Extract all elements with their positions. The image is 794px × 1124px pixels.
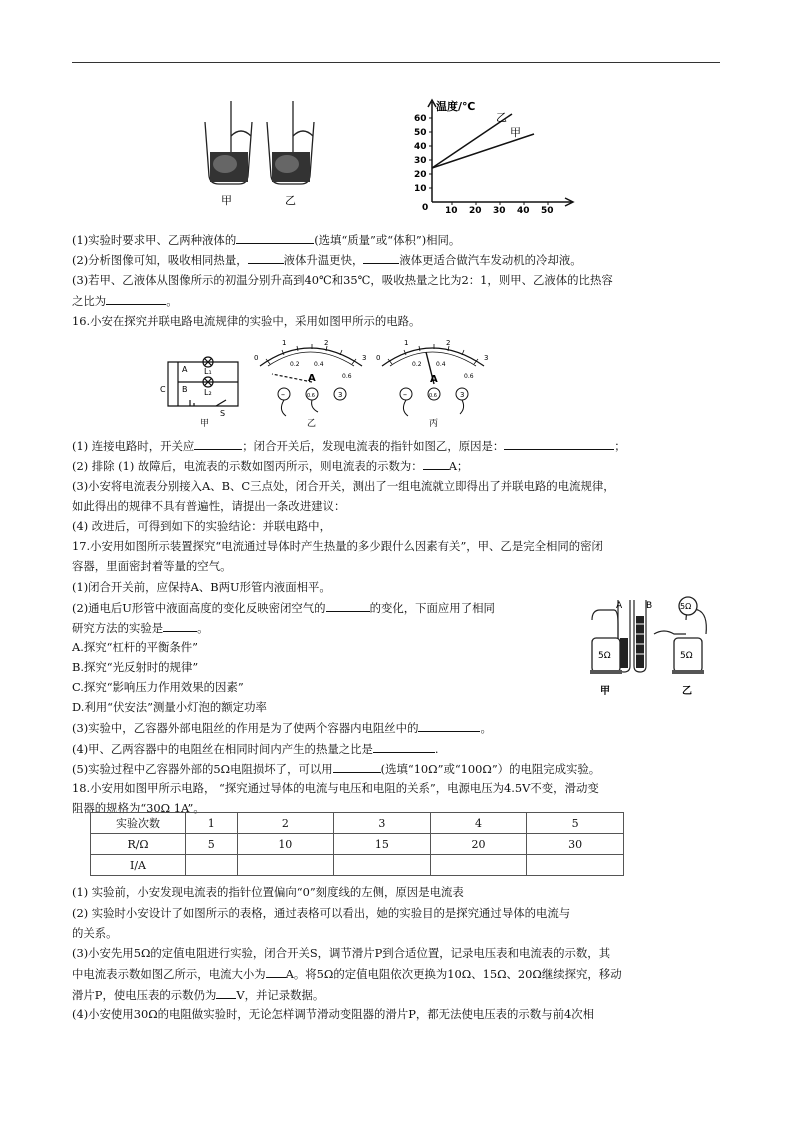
circuit-label-C: C [160, 385, 166, 394]
series-label-jia: 甲 [510, 126, 521, 139]
table-cell-empty[interactable] [186, 855, 238, 876]
q18-intro-cont: 阻器的规格为“30Ω 1A”。 [72, 801, 205, 815]
terminal-label: – [403, 390, 407, 399]
table-cell: 3 [334, 813, 431, 834]
circuit-label-A: A [182, 365, 188, 374]
utube-label-B: B [646, 601, 653, 611]
meter-scale: 0.4 [436, 361, 446, 368]
q17-option-b: B.探究“光反射时的规律” [72, 660, 199, 674]
meter-scale: 0.6 [342, 373, 352, 380]
ammeter-caption-yi: 乙 [307, 419, 317, 428]
container-label-jia: 甲 [600, 686, 610, 697]
table-cell: 5 [186, 834, 238, 855]
q17-part2-cont: 研究方法的实验是 。 [72, 621, 209, 635]
q15-part1: (1)实验时要求甲、乙两种液体的 (选填“质量”或“体积”)相同。 [72, 233, 461, 247]
table-cell: 30 [527, 834, 624, 855]
table-cell: 20 [430, 834, 527, 855]
circuit-label-S: S [220, 409, 226, 418]
q15-part3-cont: 之比为 。 [72, 294, 178, 308]
q18-part1: (1) 实验前，小安发现电流表的指针位置偏向“0”刻度线的左侧，原因是电流表 [72, 885, 464, 899]
q17-option-a: A.探究“杠杆的平衡条件” [72, 640, 199, 654]
graph-ytick: 60 [414, 114, 427, 124]
terminal-label: 3 [460, 391, 465, 399]
resistor-label-left: 5Ω [598, 651, 611, 661]
q16-intro: 16.小安在探究并联电路电流规律的实验中，采用如图甲所示的电路。 [72, 314, 421, 328]
answer-blank[interactable] [504, 438, 614, 450]
circuit-label-L1: L₁ [204, 367, 212, 376]
ammeter-figure-bing [374, 336, 494, 428]
table-row [91, 855, 624, 876]
meter-scale: 3 [484, 354, 489, 362]
ammeter-letter-A: A [308, 373, 316, 384]
q16-part1: (1) 连接电路时，开关应 ；闭合开关后，发现电流表的指针如图乙，原因是： ； [72, 439, 626, 453]
table-cell: 2 [237, 813, 334, 834]
q17-option-d: D.利用“伏安法”测量小灯泡的额定功率 [72, 700, 267, 714]
answer-blank[interactable] [418, 720, 480, 732]
meter-scale: 1 [282, 339, 287, 347]
table-header-cell: 实验次数 [91, 813, 186, 834]
answer-blank[interactable] [333, 761, 381, 773]
q16-part4: (4) 改进后，可得到如下的实验结论：并联电路中， [72, 519, 331, 533]
table-cell-empty[interactable] [527, 855, 624, 876]
q17-part1: (1)闭合开关前，应保持A、B两U形管内液面相平。 [72, 580, 331, 594]
terminal-label: 0.6 [429, 393, 437, 399]
table-row [91, 834, 624, 855]
meter-scale: 0 [376, 354, 381, 362]
answer-blank[interactable] [373, 741, 435, 753]
table-cell-empty[interactable] [237, 855, 334, 876]
q18-part2-cont: 的关系。 [72, 926, 118, 940]
circuit-caption-jia: 甲 [200, 419, 210, 429]
table-cell-empty[interactable] [334, 855, 431, 876]
table-header-cell: I/A [91, 855, 186, 876]
q18-part4: (4)小安使用30Ω的电阻做实验时，无论怎样调节滑动变阻器的滑片P，都无法使电压表的示数与前4次相 [72, 1007, 595, 1021]
graph-ylabel: 温度/℃ [436, 100, 476, 113]
meter-scale: 0.2 [412, 361, 422, 368]
resistor-label-right: 5Ω [680, 651, 693, 661]
graph-xtick: 50 [541, 206, 554, 214]
q16-part3: (3)小安将电流表分别接入A、B、C三点处，闭合开关，测出了一组电流就立即得出了并联电路的电流规律， [72, 479, 615, 493]
meter-scale: 2 [446, 339, 451, 347]
graph-ytick: 20 [414, 170, 427, 180]
terminal-label: 3 [338, 391, 343, 399]
meter-scale: 1 [404, 339, 409, 347]
meter-scale: 0.2 [290, 361, 300, 368]
header-rule [72, 62, 720, 63]
terminal-label: – [281, 390, 285, 399]
table-row [91, 813, 624, 834]
parallel-circuit-figure [160, 342, 252, 430]
beaker-label-yi: 乙 [285, 194, 296, 207]
table-cell: 4 [430, 813, 527, 834]
meter-scale: 0 [254, 354, 259, 362]
q17-part3: (3)实验中，乙容器外部电阻丝的作用是为了使两个容器内电阻丝中的 。 [72, 721, 492, 735]
graph-xtick: 10 [445, 206, 458, 214]
q16-part2: (2) 排除 (1) 故障后，电流表的示数如图丙所示，则电流表的示数为： A； [72, 459, 469, 473]
q17-part2: (2)通电后U形管中液面高度的变化反映密闭空气的 的变化，下面应用了相同 [72, 601, 495, 615]
table-header-cell: R/Ω [91, 834, 186, 855]
meter-scale: 3 [362, 354, 367, 362]
resistor-label-top: 5Ω [680, 602, 692, 611]
beaker-label-jia: 甲 [221, 194, 232, 207]
meter-scale: 2 [324, 339, 329, 347]
table-cell: 1 [186, 813, 238, 834]
container-label-yi: 乙 [682, 686, 692, 697]
q18-part3-cont2: 滑片P，使电压表的示数仍为 V，并记录数据。 [72, 988, 325, 1002]
q17-intro: 17.小安用如图所示装置探究“电流通过导体时产生热量的多少跟什么因素有关”，甲、乙是完全相同的密闭 [72, 539, 603, 553]
circuit-label-L2: L₂ [204, 388, 212, 397]
ammeter-figure-yi [252, 336, 372, 428]
table-cell-empty[interactable] [430, 855, 527, 876]
q17-part4: (4)甲、乙两容器中的电阻丝在相同时间内产生的热量之比是 . [72, 742, 439, 756]
terminal-label: 0.6 [307, 393, 315, 399]
q18-intro: 18.小安用如图甲所示电路， “探究通过导体的电流与电压和电阻的关系”，电源电压为4.5V不变，滑动变 [72, 781, 599, 795]
answer-blank[interactable] [236, 232, 314, 244]
meter-scale: 0.4 [314, 361, 324, 368]
graph-ytick: 30 [414, 156, 427, 166]
q17-intro-cont: 容器，里面密封着等量的空气。 [72, 559, 232, 573]
q18-part3: (3)小安先用5Ω的定值电阻进行实验，闭合开关S，调节滑片P到合适位置，记录电压表和电流表的示数，其 [72, 946, 611, 960]
series-label-yi: 乙 [496, 111, 507, 124]
q17-part5: (5)实验过程中乙容器外部的5Ω电阻损坏了，可以用 (选填“10Ω”或“100Ω”）的电阻完成实验。 [72, 762, 601, 776]
q18-part2: (2) 实验时小安设计了如图所示的表格，通过表格可以看出，她的实验目的是探究通过导体的电流与 [72, 906, 571, 920]
ammeter-letter-A: A [430, 374, 438, 385]
graph-ytick: 50 [414, 128, 427, 138]
table-cell: 15 [334, 834, 431, 855]
q16-part3-cont: 如此得出的规律不具有普遍性，请提出一条改进建议： [72, 499, 346, 513]
ammeter-caption-bing: 丙 [429, 419, 439, 428]
answer-blank[interactable] [106, 293, 166, 305]
answer-blank[interactable] [194, 438, 242, 450]
answer-blank[interactable] [326, 600, 370, 612]
answer-blank[interactable] [248, 252, 284, 264]
q18-part3-cont: 中电流表示数如图乙所示，电流大小为 A。将5Ω的定值电阻依次更换为10Ω、15Ω、20Ω继续探究，移动 [72, 967, 622, 981]
beakers-figure [195, 96, 320, 211]
q15-part3: (3)若甲、乙液体从图像所示的初温分别升高到40℃和35℃，吸收热量之比为2：1，则甲、乙液体的比热容 [72, 273, 613, 287]
circuit-label-B: B [182, 385, 188, 394]
utube-label-A: A [616, 601, 623, 611]
experiment-table [90, 812, 624, 876]
table-cell: 5 [527, 813, 624, 834]
graph-xtick: 20 [469, 206, 482, 214]
answer-blank[interactable] [266, 966, 286, 978]
answer-blank[interactable] [216, 987, 236, 999]
q17-option-c: C.探究“影响压力作用效果的因素” [72, 680, 244, 694]
graph-ytick: 10 [414, 184, 427, 194]
answer-blank[interactable] [423, 458, 449, 470]
graph-ytick: 40 [414, 142, 427, 152]
temperature-graph [412, 96, 577, 214]
meter-scale: 0.6 [464, 373, 474, 380]
answer-blank[interactable] [363, 252, 399, 264]
answer-blank[interactable] [163, 620, 197, 632]
table-cell: 10 [237, 834, 334, 855]
heat-experiment-figure [588, 594, 712, 706]
q15-part2: (2)分析图像可知，吸收相同热量， 液体升温更快， 液体更适合做汽车发动机的冷却液。 [72, 253, 582, 267]
graph-xtick: 30 [493, 206, 506, 214]
graph-origin: 0 [422, 203, 429, 213]
graph-xtick: 40 [517, 206, 530, 214]
